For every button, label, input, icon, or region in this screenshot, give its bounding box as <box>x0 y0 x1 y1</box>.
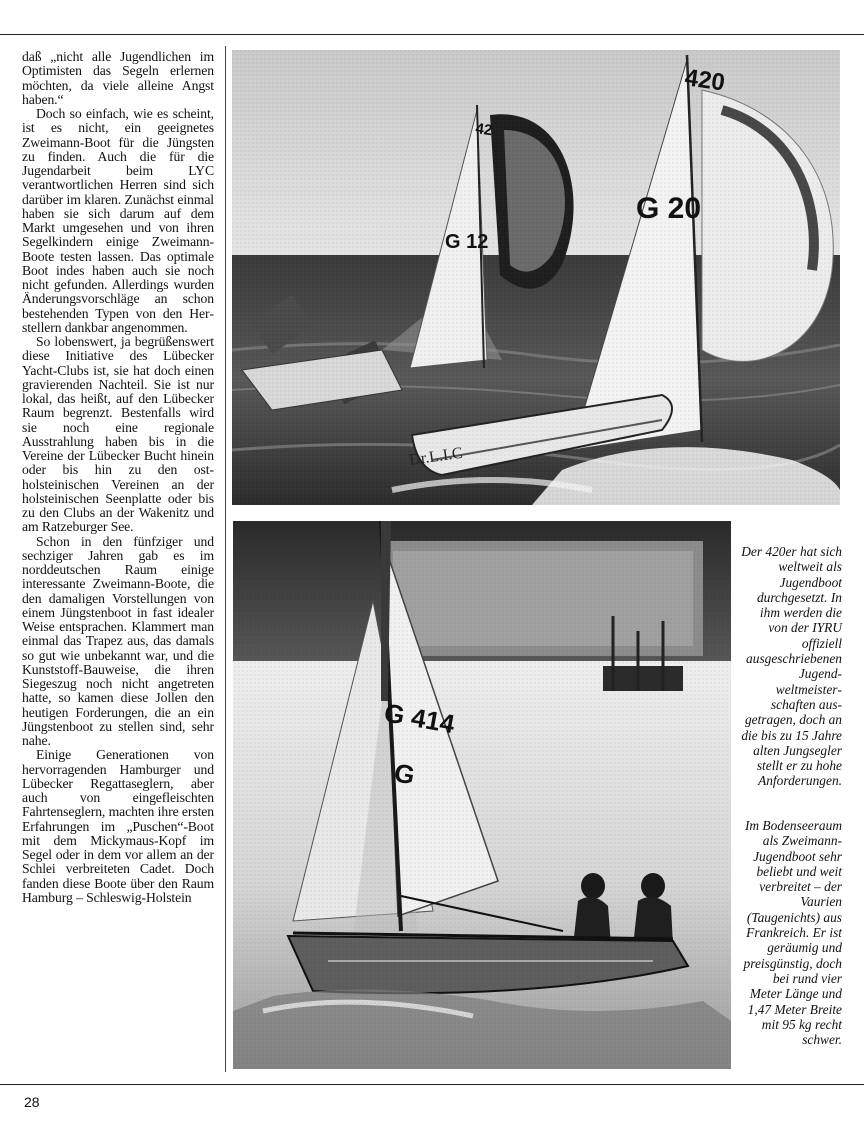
article-paragraph-1: daß „nicht alle Jugendlichen im Optimisten das Segeln erlernen möchten, da viele alleine Angst haben.“ <box>22 49 214 107</box>
caption-vaurien: Im Bodenseeraum als Zweimann-Jugendboot sehr beliebt und weit verbreitet – der Vaurien (Taugenichts) aus Frankreich. Er ist geräumig und preisgünstig, doch bei rund vier Meter Länge und 1,47 Meter Breite mit 95 kg recht schwer. <box>743 818 842 1048</box>
top-rule <box>0 34 864 35</box>
article-paragraph-3: So lobenswert, ja begrüßenswert diese Initiative des Lübecker Yacht-Clubs ist, sie hat doch einen gravierenden Nachteil. Sie ist nur lokal, das heißt, auf den Lübecker Raum begrenzt. Bestenfalls wird sie noch eine regionale Ausstrahlung haben bis in die Vereine der Lübecker Bucht hinein oder bis hin zu den ostholsteinischen Vereinen an der holsteinischen Seenplatte oder bis zu den Clubs an der Wakenitz und am Ratzeburger See. <box>22 334 214 535</box>
photo-vaurien-dinghy-image <box>233 521 731 1069</box>
photo-420-dinghies <box>232 50 840 505</box>
photo-420-dinghies-image <box>232 50 840 505</box>
article-paragraph-5: Einige Generationen von hervorragenden Hamburger und Lübecker Regattaseglern, aber auch von eingefleischten Fahrtenseglern, machten ihre ersten Erfahrungen im „Puschen“-Boot mit dem Mickymaus-Kopf im Segel oder in dem vor allem an der Schlei verbreiteten Cadet. Doch fanden diese Boote über den Raum Hamburg – Schleswig-Holstein <box>22 747 214 905</box>
bottom-rule <box>0 1084 864 1085</box>
column-divider <box>225 46 226 1072</box>
page-number: 28 <box>24 1094 40 1110</box>
caption-420er: Der 420er hat sich weltweit als Jugendboot durchgesetzt. In ihm werden die von der IYRU offiziell ausgeschriebenen Jugendweltmeisterschaften ausgetragen, doch an die bis zu 15 Jahre alten Jungsegler stellt er zu hohe Anforderungen. <box>741 544 842 789</box>
article-column <box>22 50 214 905</box>
article-paragraph-4: Schon in den fünfziger und sechziger Jahren gab es im norddeutschen Raum einige interessante Zweimann-Boote, die den damaligen Vorstellungen von einem Jüngstenboot in fast idealer Weise entsprachen. Klammert man einmal das Trapez aus, das damals so gut wie unbekannt war, und die Kunststoff-Bauweise, die ihren Siegeszug noch nicht angetreten hatte, so kamen diese Jollen den heutigen Forderungen, die an ein Jüngstenboot zu stellen sind, sehr nahe. <box>22 533 214 748</box>
photo-vaurien-dinghy <box>233 521 731 1069</box>
article-paragraph-2: Doch so einfach, wie es scheint, ist es nicht, ein geeignetes Zweimann-Boot für die Jüngsten zu finden. Auch die für die Jugendarbeit beim LYC verantwortlichen Herren sind sich darüber im klaren. Zunächst einmal haben sie sich darum auf dem Markt umgesehen und von ihren Segelkindern einige Zweimann-Boote testen lassen. Das optimale Boot indes haben auch sie noch nicht gefunden. Allerdings wurden Änderungsvorschläge an schon bestehenden Typen von den Herstellern dankbar angenommen. <box>22 106 214 335</box>
